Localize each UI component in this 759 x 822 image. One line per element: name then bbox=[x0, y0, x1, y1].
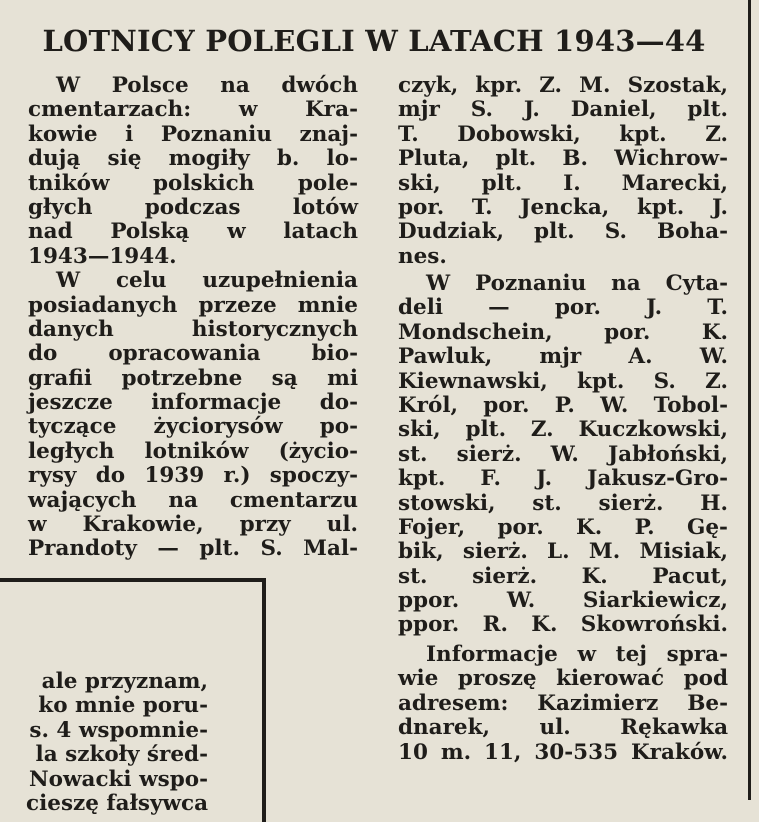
text-line: ale przyznam, bbox=[41, 669, 208, 694]
text-line: T. Dobowski, kpt. Z. bbox=[398, 121, 728, 147]
text-line: Król, por. P. W. Tobol- bbox=[398, 392, 728, 418]
text-line: tyczące życiorysów po- bbox=[28, 414, 358, 440]
contact-paragraph bbox=[398, 643, 728, 765]
text-line: Prandoty — plt. S. Mal- bbox=[28, 536, 358, 562]
text-line: głych podczas lotów bbox=[28, 194, 358, 220]
text-line: wie proszę kierować pod bbox=[398, 666, 728, 692]
text-line: grafii potrzebne są mi bbox=[28, 365, 358, 391]
text-line: Dudziak, plt. S. Boha- bbox=[398, 219, 728, 245]
article-title: LOTNICY POLEGLI W LATACH 1943—44 bbox=[42, 24, 706, 58]
text-line: nes. bbox=[398, 243, 447, 269]
text-line: tników polskich pole- bbox=[28, 170, 358, 196]
adjacent-article-text bbox=[0, 670, 208, 816]
text-line: mjr S. J. Daniel, plt. bbox=[398, 97, 728, 123]
text-line: ko mnie poru- bbox=[38, 693, 208, 719]
text-line: bik, sierż. L. M. Misiak, bbox=[398, 539, 728, 565]
text-line: dnarek, ul. Rękawka bbox=[398, 715, 728, 741]
text-line: Pawluk, mjr A. W. bbox=[398, 344, 728, 370]
text-line: ppor. R. K. Skowroński. bbox=[398, 612, 728, 638]
text-line: adresem: Kazimierz Be- bbox=[398, 690, 728, 716]
text-line: ległych lotników (życio- bbox=[28, 438, 358, 464]
text-line: 10 m. 11, 30-535 Kraków. bbox=[398, 739, 728, 765]
text-line: jeszcze informacje do- bbox=[28, 390, 358, 416]
text-line: ppor. W. Siarkiewicz, bbox=[398, 588, 728, 614]
text-line: Pluta, plt. B. Wichrow- bbox=[398, 146, 728, 172]
text-line: W Polsce na dwóch bbox=[56, 73, 358, 98]
text-line: por. T. Jencka, kpt. J. bbox=[398, 194, 728, 220]
text-line: deli — por. J. T. bbox=[398, 295, 728, 321]
text-line: cmentarzach: w Kra- bbox=[28, 97, 358, 123]
adjacent-article-box bbox=[0, 578, 266, 822]
text-line: nad Polską w latach bbox=[28, 219, 358, 245]
text-line: Nowacki wspo- bbox=[29, 766, 208, 792]
text-line: Fojer, por. K. P. Gę- bbox=[398, 514, 728, 540]
text-line: 1943—1944. bbox=[28, 243, 177, 269]
text-line: ski, plt. I. Marecki, bbox=[398, 170, 728, 196]
text-line: kowie i Poznaniu znaj- bbox=[28, 121, 358, 147]
text-line: kpt. F. J. Jakusz-Gro- bbox=[398, 466, 728, 492]
text-line: cieszę fałsywca bbox=[26, 790, 208, 816]
text-line: ski, plt. Z. Kuczkowski, bbox=[398, 417, 728, 443]
text-line: danych historycznych bbox=[28, 316, 358, 342]
right-column-krakow-list bbox=[398, 74, 728, 269]
column-rule bbox=[748, 0, 751, 800]
text-line: W celu uzupełnienia bbox=[56, 268, 358, 294]
text-line: rysy do 1939 r.) spoczy- bbox=[28, 463, 358, 489]
text-line: W Poznaniu na Cyta- bbox=[426, 271, 728, 296]
text-line: s. 4 wspomnie- bbox=[29, 717, 208, 743]
text-line: do opracowania bio- bbox=[28, 341, 358, 367]
text-line: Informacje w tej spra- bbox=[426, 642, 728, 667]
text-line: posiadanych przeze mnie bbox=[28, 292, 358, 318]
text-line: stowski, st. sierż. H. bbox=[398, 490, 728, 516]
text-line: Kiewnawski, kpt. S. Z. bbox=[398, 368, 728, 394]
right-column-poznan-list bbox=[398, 272, 728, 638]
text-line: dują się mogiły b. lo- bbox=[28, 146, 358, 172]
text-line: st. sierż. K. Pacut, bbox=[398, 563, 728, 589]
text-line: wających na cmentarzu bbox=[28, 487, 358, 513]
text-line: st. sierż. W. Jabłoński, bbox=[398, 441, 728, 467]
text-line: la szkoły śred- bbox=[35, 742, 208, 768]
text-line: czyk, kpr. Z. M. Szostak, bbox=[398, 73, 728, 98]
text-line: w Krakowie, przy ul. bbox=[28, 512, 358, 538]
left-column bbox=[28, 74, 358, 562]
text-line: Mondschein, por. K. bbox=[398, 319, 728, 345]
